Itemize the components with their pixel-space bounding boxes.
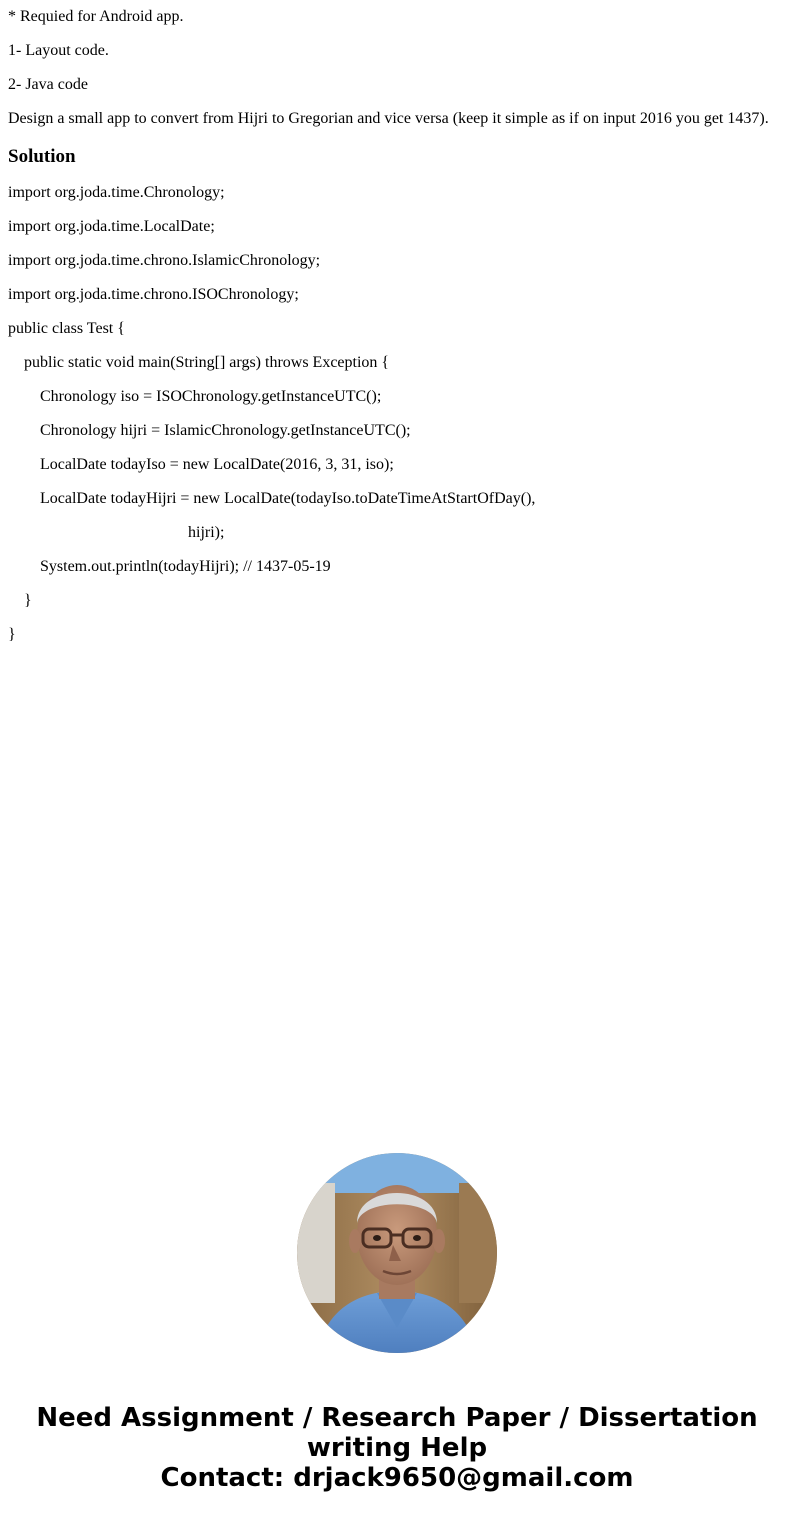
solution-heading: Solution bbox=[8, 146, 76, 167]
code-line: } bbox=[8, 592, 32, 609]
code-line: System.out.println(todayHijri); // 1437-05-19 bbox=[8, 558, 331, 575]
code-line: import org.joda.time.chrono.ISOChronology; bbox=[8, 286, 299, 303]
code-line: hijri); bbox=[8, 524, 225, 541]
author-photo bbox=[297, 1153, 497, 1353]
question-line-4: Design a small app to convert from Hijri to Gregorian and vice versa (keep it simple as if on input 2016 you get 1437). bbox=[8, 110, 769, 127]
code-line: import org.joda.time.chrono.IslamicChronology; bbox=[8, 252, 321, 269]
code-block bbox=[8, 184, 786, 644]
code-line: } bbox=[8, 626, 16, 643]
code-line: LocalDate todayHijri = new LocalDate(todayIso.toDateTimeAtStartOfDay(), bbox=[8, 490, 536, 507]
code-line: public static void main(String[] args) throws Exception { bbox=[8, 354, 390, 371]
code-line: import org.joda.time.Chronology; bbox=[8, 184, 225, 201]
question-line-3: 2- Java code bbox=[8, 76, 88, 93]
code-line: Chronology hijri = IslamicChronology.getInstanceUTC(); bbox=[8, 422, 411, 439]
code-line: Chronology iso = ISOChronology.getInstanceUTC(); bbox=[8, 388, 382, 405]
contact-footer bbox=[0, 1403, 794, 1493]
code-line: import org.joda.time.LocalDate; bbox=[8, 218, 215, 235]
footer-line-1: Need Assignment / Research Paper / Dissertation bbox=[36, 1403, 758, 1433]
question-line-2: 1- Layout code. bbox=[8, 42, 109, 59]
question-line-1: * Requied for Android app. bbox=[8, 8, 184, 25]
footer-line-3: Contact: drjack9650@gmail.com bbox=[160, 1463, 634, 1493]
code-line: public class Test { bbox=[8, 320, 125, 337]
author-photo-image bbox=[297, 1153, 497, 1353]
code-line: LocalDate todayIso = new LocalDate(2016, 3, 31, iso); bbox=[8, 456, 394, 473]
document-body bbox=[8, 0, 786, 644]
footer-line-2: writing Help bbox=[306, 1433, 488, 1463]
